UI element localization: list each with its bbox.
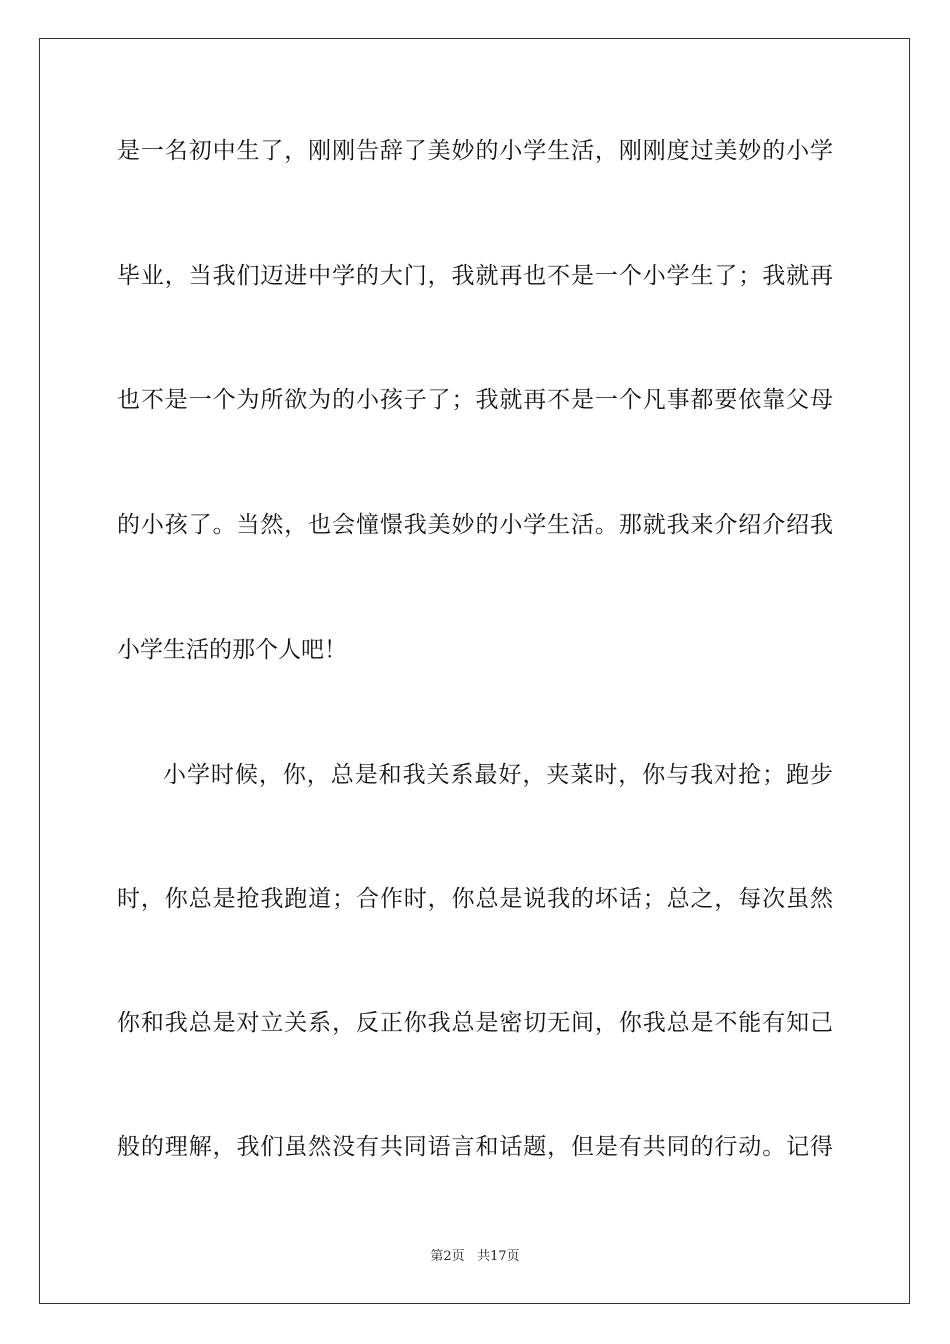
paragraph-line: 般的理解，我们虽然没有共同语言和话题，但是有共同的行动。记得 [117,1134,833,1160]
paragraph-line: 的小孩了。当然，也会憧憬我美妙的小学生活。那就我来介绍介绍我 [117,512,833,538]
paragraph-line: 是一名初中生了，刚刚告辞了美妙的小学生活，刚刚度过美妙的小学 [117,138,833,164]
paragraph-line: 小学生活的那个人吧！ [117,637,347,663]
page-number: 第2页 [430,1249,465,1264]
page-frame [39,38,910,1304]
paragraph-line: 毕业，当我们迈进中学的大门，我就再也不是一个小学生了；我就再 [117,263,833,289]
paragraph-line: 小学时候，你，总是和我关系最好，夹菜时，你与我对抢；跑步 [163,762,833,788]
page-total: 共17页 [477,1249,520,1264]
page-footer [0,1248,950,1266]
paragraph-line: 你和我总是对立关系，反正你我总是密切无间，你我总是不能有知己 [117,1010,833,1036]
paragraph-line: 也不是一个为所欲为的小孩子了；我就再不是一个凡事都要依靠父母 [117,387,833,413]
paragraph-line: 时，你总是抢我跑道；合作时，你总是说我的坏话；总之，每次虽然 [117,886,833,912]
